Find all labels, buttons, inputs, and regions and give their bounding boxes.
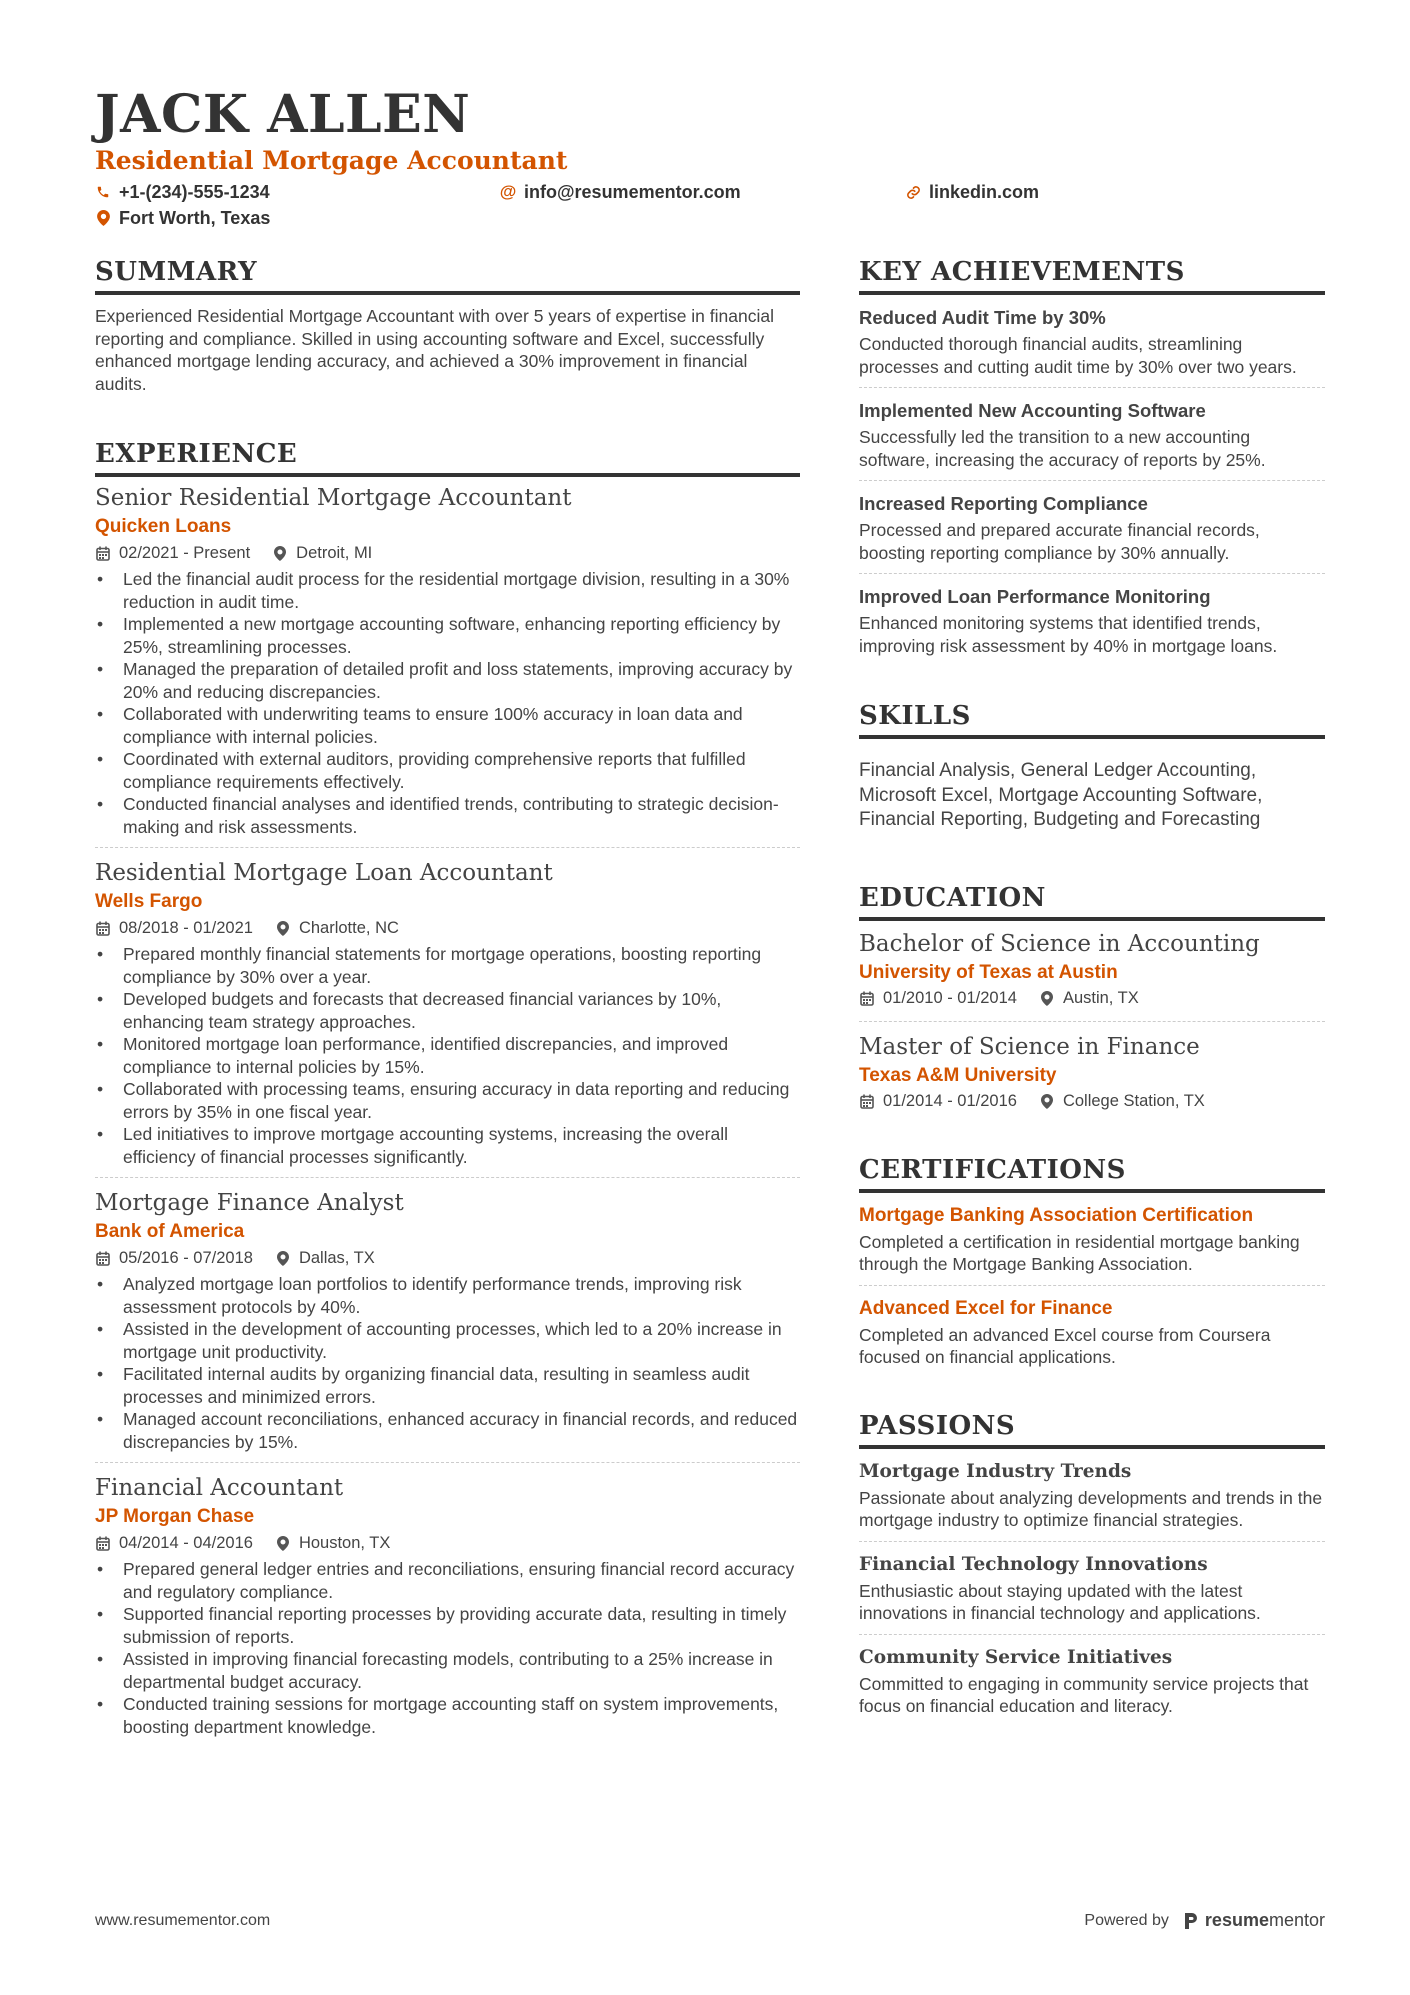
passion-title: Mortgage Industry Trends	[859, 1460, 1132, 1482]
contact-row-2	[95, 205, 1325, 231]
calendar-icon	[95, 1535, 111, 1551]
footer-website[interactable]: www.resumementor.com	[95, 1911, 271, 1929]
achievement-title: Improved Loan Performance Monitoring	[859, 586, 1211, 607]
resume-page	[95, 84, 1325, 1737]
education-list	[859, 929, 1325, 1115]
skills-section	[859, 701, 1325, 833]
location-text: Charlotte, NC	[298, 918, 399, 937]
date-text: 08/2018 - 01/2021	[119, 918, 253, 937]
location-text: College Station, TX	[1062, 1092, 1205, 1110]
contact-linkedin[interactable]	[905, 182, 1039, 203]
map-pin-icon	[1039, 1094, 1055, 1110]
certification-title: Mortgage Banking Association Certification	[859, 1204, 1254, 1226]
passion-text: Enthusiastic about staying updated with the latest innovations in financial technology and applications.	[859, 1580, 1261, 1623]
job-bullet: • Developed budgets and forecasts that decreased financial variances by 10%, enhancing team strategy approaches.	[95, 988, 800, 1033]
resumementor-logo-icon	[1183, 1911, 1199, 1931]
meta-row	[859, 986, 1325, 1012]
location-text: Fort Worth, Texas	[119, 207, 271, 228]
job-title: Senior Residential Mortgage Accountant	[95, 485, 572, 511]
calendar-icon	[859, 991, 875, 1007]
certifications-section	[859, 1155, 1325, 1369]
job-list	[95, 483, 800, 1738]
divider	[859, 387, 1325, 388]
job-entry	[95, 858, 800, 1178]
link-icon	[905, 184, 921, 200]
calendar-icon	[95, 920, 111, 936]
date-text: 02/2021 - Present	[119, 543, 251, 562]
job-bullet: • Managed the preparation of detailed profit and loss statements, improving accuracy by 20% and reducing discrepancies.	[95, 658, 800, 703]
job-bullet: • Monitored mortgage loan performance, identified discrepancies, and improved compliance to internal policies by 15%.	[95, 1033, 800, 1078]
date-text: 01/2010 - 01/2014	[883, 989, 1017, 1007]
achievement-item	[859, 305, 1325, 388]
date-text: 05/2016 - 07/2018	[119, 1248, 253, 1267]
job-bullet: • Led initiatives to improve mortgage accounting systems, increasing the overall efficiency of financial processes significantly.	[95, 1123, 800, 1168]
divider	[859, 1285, 1325, 1286]
phone-icon	[95, 184, 111, 200]
experience-heading: EXPERIENCE	[95, 439, 800, 477]
achievements-section	[859, 257, 1325, 657]
achievements-heading: KEY ACHIEVEMENTS	[859, 257, 1325, 295]
meta-location	[1039, 989, 1139, 1008]
achievement-text: Processed and prepared accurate financial records, boosting reporting compliance by 30% annually.	[859, 520, 1260, 563]
passion-title: Community Service Initiatives	[859, 1646, 1173, 1668]
date-range	[859, 989, 1017, 1008]
email-text[interactable]: info@resumementor.com	[524, 181, 741, 202]
divider	[95, 1177, 800, 1178]
job-bullets	[95, 568, 800, 838]
date-range	[95, 544, 250, 563]
meta-row	[95, 1530, 800, 1556]
achievement-list	[859, 305, 1325, 657]
map-pin-icon	[95, 210, 111, 226]
linkedin-text[interactable]: linkedin.com	[929, 181, 1040, 202]
divider	[95, 1462, 800, 1463]
achievement-item	[859, 491, 1325, 574]
certifications-heading: CERTIFICATIONS	[859, 1155, 1325, 1193]
date-range	[95, 1534, 253, 1553]
achievement-item	[859, 398, 1325, 481]
meta-location	[275, 919, 399, 938]
calendar-icon	[95, 1250, 111, 1266]
job-bullet: • Analyzed mortgage loan portfolios to identify performance trends, improving risk assessment protocols by 40%.	[95, 1273, 800, 1318]
job-bullet: • Implemented a new mortgage accounting software, enhancing reporting efficiency by 25%, streamlining processes.	[95, 613, 800, 658]
job-bullet: • Coordinated with external auditors, providing comprehensive reports that fulfilled compliance requirements effectively.	[95, 748, 800, 793]
meta-row	[95, 1245, 800, 1271]
experience-section	[95, 439, 800, 1738]
resumementor-logo[interactable]	[1183, 1910, 1325, 1931]
passion-item	[859, 1552, 1325, 1635]
divider	[859, 480, 1325, 481]
map-pin-icon	[275, 1250, 291, 1266]
job-bullet: • Conducted training sessions for mortgage accounting staff on system improvements, boosting department knowledge.	[95, 1693, 800, 1738]
divider	[859, 1634, 1325, 1635]
achievement-item	[859, 584, 1325, 657]
education-item	[859, 929, 1325, 1022]
candidate-name: JACK ALLEN	[95, 84, 471, 145]
calendar-icon	[95, 545, 111, 561]
job-bullet: • Supported financial reporting processes by providing accurate data, resulting in timely submission of reports.	[95, 1603, 800, 1648]
job-bullets	[95, 943, 800, 1168]
meta-location	[272, 544, 372, 563]
job-bullet: • Managed account reconciliations, enhanced accuracy in financial records, and reduced discrepancies by 15%.	[95, 1408, 800, 1453]
divider	[859, 1021, 1325, 1022]
passion-list	[859, 1459, 1325, 1718]
divider	[95, 847, 800, 848]
meta-row	[859, 1089, 1325, 1115]
divider	[859, 573, 1325, 574]
certification-list	[859, 1203, 1325, 1369]
summary-section	[95, 257, 800, 395]
job-title: Financial Accountant	[95, 1475, 344, 1501]
date-range	[95, 1249, 253, 1268]
job-bullet: • Collaborated with underwriting teams to ensure 100% accuracy in loan data and compliance with internal policies.	[95, 703, 800, 748]
calendar-icon	[859, 1094, 875, 1110]
skills-heading: SKILLS	[859, 701, 1325, 739]
job-bullet: • Prepared monthly financial statements for mortgage operations, boosting reporting compliance by 30% over a year.	[95, 943, 800, 988]
degree-title: Bachelor of Science in Accounting	[859, 930, 1260, 957]
candidate-title: Residential Mortgage Accountant	[95, 146, 568, 175]
achievement-text: Successfully led the transition to a new accounting software, increasing the accuracy of reports by 25%.	[859, 427, 1266, 470]
meta-location	[275, 1534, 390, 1553]
footer-brand	[1084, 1910, 1325, 1931]
company-name: Quicken Loans	[95, 516, 232, 537]
achievement-title: Implemented New Accounting Software	[859, 400, 1206, 421]
achievement-title: Increased Reporting Compliance	[859, 493, 1148, 514]
passions-section	[859, 1411, 1325, 1718]
certification-text: Completed a certification in residential mortgage banking through the Mortgage Banking Association.	[859, 1231, 1300, 1274]
company-name: JP Morgan Chase	[95, 1506, 255, 1527]
powered-by-text: Powered by	[1084, 1911, 1169, 1929]
passion-item	[859, 1459, 1325, 1542]
job-entry	[95, 1188, 800, 1463]
date-range	[95, 919, 253, 938]
school-name: University of Texas at Austin	[859, 961, 1118, 983]
divider	[859, 1541, 1325, 1542]
right-column	[859, 257, 1325, 1780]
degree-title: Master of Science in Finance	[859, 1033, 1200, 1060]
map-pin-icon	[1039, 991, 1055, 1007]
map-pin-icon	[272, 545, 288, 561]
location-text: Dallas, TX	[298, 1248, 375, 1267]
page-footer	[95, 1910, 1325, 1931]
job-title: Mortgage Finance Analyst	[95, 1190, 404, 1216]
job-bullet: • Conducted financial analyses and identified trends, contributing to strategic decision-making and risk assessments.	[95, 793, 800, 838]
passions-heading: PASSIONS	[859, 1411, 1325, 1449]
certification-title: Advanced Excel for Finance	[859, 1297, 1113, 1319]
summary-text: Experienced Residential Mortgage Accountant with over 5 years of expertise in financial reporting and compliance. Skilled in using accounting software and Excel, successfully enhanced mortgage lending accuracy, and achieved a 30% improvement in financial audits.	[95, 306, 774, 394]
job-bullet: • Led the financial audit process for the residential mortgage division, resulting in a 30% reduction in audit time.	[95, 568, 800, 613]
job-bullet: • Assisted in improving financial forecasting models, contributing to a 25% increase in departmental budget accuracy.	[95, 1648, 800, 1693]
school-name: Texas A&M University	[859, 1064, 1057, 1086]
contact-row-1	[95, 179, 1325, 205]
job-bullets	[95, 1273, 800, 1453]
job-bullet: • Facilitated internal audits by organizing financial data, resulting in seamless audit processes and minimized errors.	[95, 1363, 800, 1408]
meta-row	[95, 540, 800, 566]
at-icon: @	[499, 182, 517, 201]
contact-phone	[95, 182, 500, 203]
achievement-text: Enhanced monitoring systems that identified trends, improving risk assessment by 40% in mortgage loans.	[859, 613, 1278, 656]
job-entry	[95, 1473, 800, 1738]
map-pin-icon	[275, 920, 291, 936]
skills-text: Financial Analysis, General Ledger Accounting, Microsoft Excel, Mortgage Accounting Software, Financial Reporting, Budgeting and Forecasting	[859, 760, 1263, 830]
summary-heading: SUMMARY	[95, 257, 800, 295]
job-bullets	[95, 1558, 800, 1738]
company-name: Bank of America	[95, 1221, 245, 1242]
location-text: Houston, TX	[298, 1533, 391, 1552]
date-range	[859, 1092, 1017, 1111]
passion-item	[859, 1645, 1325, 1718]
certification-item	[859, 1203, 1325, 1286]
job-title: Residential Mortgage Loan Accountant	[95, 860, 553, 886]
achievement-title: Reduced Audit Time by 30%	[859, 307, 1106, 328]
passion-title: Financial Technology Innovations	[859, 1553, 1208, 1575]
meta-location	[275, 1249, 375, 1268]
two-column-body	[95, 257, 1325, 1780]
certification-text: Completed an advanced Excel course from Coursera focused on financial applications.	[859, 1324, 1271, 1367]
education-item	[859, 1032, 1325, 1115]
phone-text: +1-(234)-555-1234	[119, 181, 270, 202]
job-bullet: • Prepared general ledger entries and reconciliations, ensuring financial record accuracy and regulatory compliance.	[95, 1558, 800, 1603]
passion-text: Committed to engaging in community service projects that focus on financial education and literacy.	[859, 1673, 1309, 1716]
date-text: 01/2014 - 01/2016	[883, 1092, 1017, 1110]
map-pin-icon	[275, 1535, 291, 1551]
contact-location	[95, 208, 270, 229]
education-heading: EDUCATION	[859, 883, 1325, 921]
education-section	[859, 883, 1325, 1115]
location-text: Austin, TX	[1062, 989, 1139, 1007]
certification-item	[859, 1296, 1325, 1369]
job-bullet: • Collaborated with processing teams, ensuring accuracy in data reporting and reducing errors by 35% in one fiscal year.	[95, 1078, 800, 1123]
contact-email[interactable]	[500, 182, 905, 203]
meta-location	[1039, 1092, 1205, 1111]
achievement-text: Conducted thorough financial audits, streamlining processes and cutting audit time by 30% over two years.	[859, 334, 1297, 377]
meta-row	[95, 915, 800, 941]
location-text: Detroit, MI	[296, 543, 373, 562]
passion-text: Passionate about analyzing developments and trends in the mortgage industry to optimize financial strategies.	[859, 1487, 1323, 1530]
left-column	[95, 257, 800, 1780]
company-name: Wells Fargo	[95, 891, 203, 912]
job-bullet: • Assisted in the development of accounting processes, which led to a 20% increase in mortgage unit productivity.	[95, 1318, 800, 1363]
job-entry	[95, 483, 800, 848]
brand-part-a: resume	[1204, 1910, 1269, 1930]
brand-part-b: mentor	[1268, 1910, 1325, 1930]
date-text: 04/2014 - 04/2016	[119, 1533, 253, 1552]
